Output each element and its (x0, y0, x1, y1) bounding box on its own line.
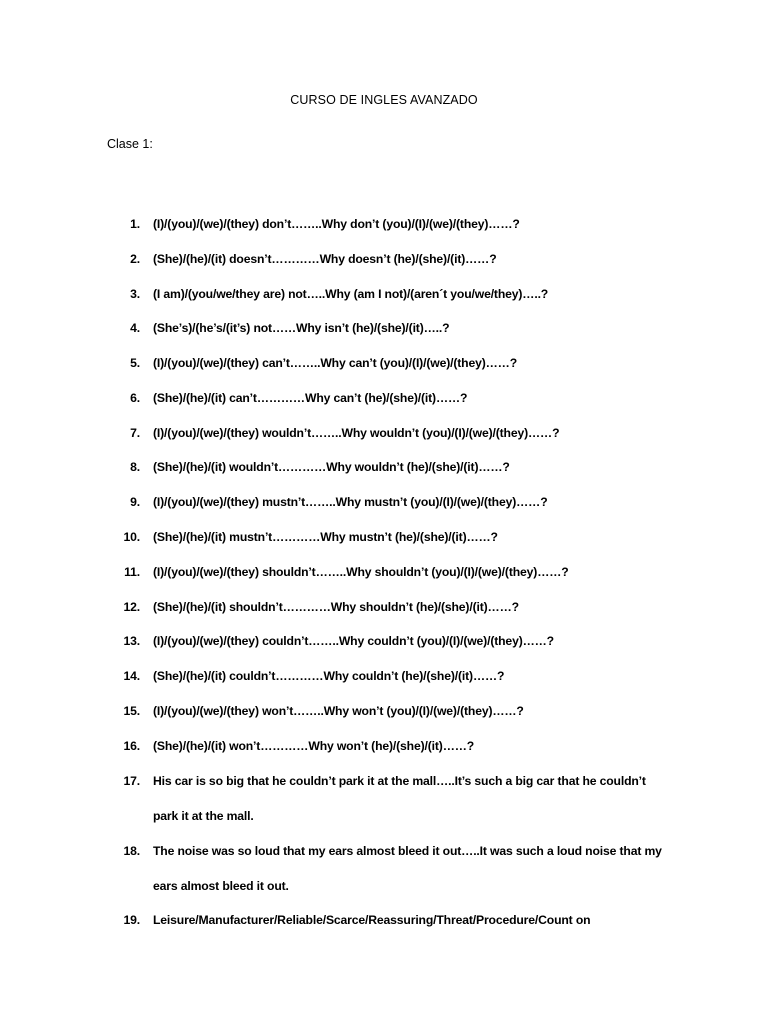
item-number: 1. (130, 217, 140, 231)
item-text: (I)/(you)/(we)/(they) mustn’t……..Why mustn’t (you)/(I)/(we)/(they)……? (153, 495, 548, 509)
item-text: (She)/(he)/(it) wouldn’t…………Why wouldn’t (he)/(she)/(it)……? (153, 460, 510, 474)
item-number: 11. (124, 565, 140, 579)
item-number: 18. (123, 844, 140, 858)
item-text: (I)/(you)/(we)/(they) shouldn’t……..Why shouldn’t (you)/(I)/(we)/(they)……? (153, 565, 569, 579)
item-number: 10. (123, 530, 140, 544)
item-text: (I)/(you)/(we)/(they) won’t……..Why won’t (you)/(I)/(we)/(they)……? (153, 704, 524, 718)
item-text: (I)/(you)/(we)/(they) wouldn’t……..Why wouldn’t (you)/(I)/(we)/(they)……? (153, 426, 560, 440)
item-text: (I)/(you)/(we)/(they) can’t……..Why can’t (you)/(I)/(we)/(they)……? (153, 356, 517, 370)
item-number: 7. (130, 426, 140, 440)
item-number: 4. (130, 321, 140, 335)
item-text: His car is so big that he couldn’t park it at the mall…..It’s such a big car that he couldn’t (153, 774, 646, 788)
item-number: 3. (130, 287, 140, 301)
item-text: (She)/(he)/(it) mustn’t…………Why mustn’t (he)/(she)/(it)……? (153, 530, 498, 544)
item-number: 5. (130, 356, 140, 370)
item-number: 15. (123, 704, 140, 718)
item-text: Leisure/Manufacturer/Reliable/Scarce/Reassuring/Threat/Procedure/Count on (153, 913, 591, 927)
item-number: 19. (123, 913, 140, 927)
item-text: (I am)/(you/we/they are) not…..Why (am I not)/(aren´t you/we/they)…..? (153, 287, 549, 301)
item-text-continuation: park it at the mall. (153, 809, 254, 823)
item-text: (I)/(you)/(we)/(they) don’t……..Why don’t (you)/(I)/(we)/(they)……? (153, 217, 520, 231)
item-number: 14. (123, 669, 140, 683)
page-title: CURSO DE INGLES AVANZADO (290, 93, 478, 107)
item-number: 17. (123, 774, 140, 788)
item-text: (I)/(you)/(we)/(they) couldn’t……..Why couldn’t (you)/(I)/(we)/(they)……? (153, 634, 554, 648)
item-text: The noise was so loud that my ears almost bleed it out…..It was such a loud noise that my (153, 844, 662, 858)
item-text: (She’s)/(he’s/(it’s) not……Why isn’t (he)/(she)/(it)…..? (153, 321, 450, 335)
item-number: 13. (123, 634, 140, 648)
item-number: 2. (130, 252, 140, 266)
item-number: 8. (130, 460, 140, 474)
item-text: (She)/(he)/(it) shouldn’t…………Why shouldn’t (he)/(she)/(it)……? (153, 600, 519, 614)
item-text: (She)/(he)/(it) doesn’t…………Why doesn’t (he)/(she)/(it)……? (153, 252, 497, 266)
item-text-continuation: ears almost bleed it out. (153, 879, 289, 893)
item-number: 12. (123, 600, 140, 614)
item-text: (She)/(he)/(it) won’t…………Why won’t (he)/(she)/(it)……? (153, 739, 475, 753)
item-number: 6. (130, 391, 140, 405)
item-text: (She)/(he)/(it) can’t…………Why can’t (he)/(she)/(it)……? (153, 391, 468, 405)
class-heading: Clase 1: (107, 137, 153, 151)
item-text: (She)/(he)/(it) couldn’t…………Why couldn’t (he)/(she)/(it)……? (153, 669, 505, 683)
item-number: 16. (123, 739, 140, 753)
item-number: 9. (130, 495, 140, 509)
